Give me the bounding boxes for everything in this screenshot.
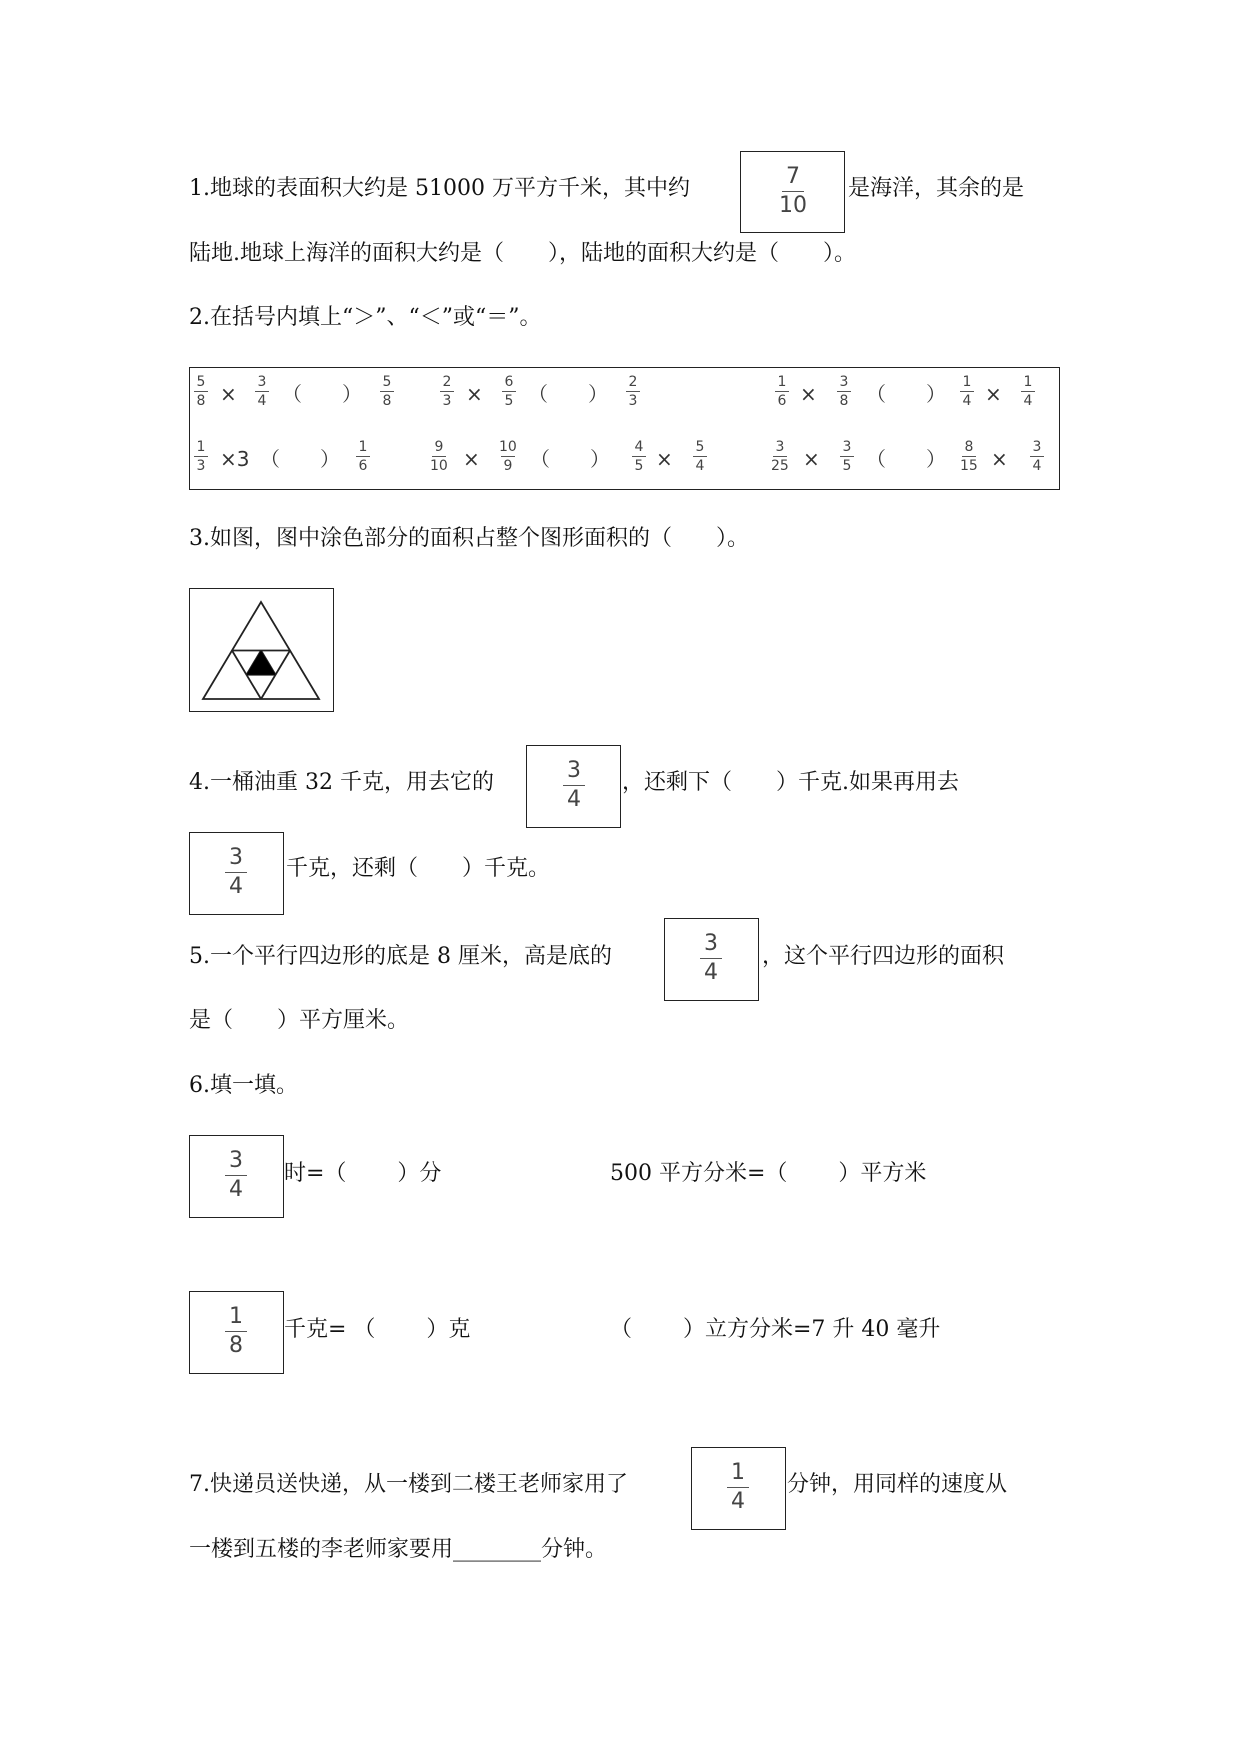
- fraction-bar: [962, 456, 976, 457]
- fraction: [499, 440, 517, 473]
- denominator: 8: [229, 1333, 243, 1359]
- fraction-bar: [700, 958, 722, 959]
- numerator: 1: [777, 374, 787, 390]
- fraction: [502, 375, 516, 408]
- numerator: 3: [842, 439, 852, 455]
- fraction: [693, 440, 707, 473]
- fraction-bar: [960, 391, 974, 392]
- q6-item-hours: 时=（ ）分: [284, 1161, 442, 1186]
- denominator: 3: [628, 393, 638, 410]
- fraction-bar: [225, 1175, 247, 1176]
- fraction-bar: [626, 391, 640, 392]
- numerator: 1: [196, 439, 206, 455]
- fraction-bar: [194, 391, 208, 392]
- fraction: [632, 440, 646, 473]
- fraction-bar: [837, 391, 851, 392]
- denominator: 15: [960, 458, 978, 475]
- denominator: 8: [196, 393, 206, 410]
- fraction-bar: [501, 456, 515, 457]
- q6-item-area: 500 平方分米=（ ）平方米: [610, 1161, 927, 1186]
- q7-line1-text: 7.快递员送快递，从一楼到二楼王老师家用了: [189, 1472, 628, 1497]
- fraction-bar: [194, 456, 208, 457]
- fraction: [213, 847, 259, 898]
- denominator: 5: [634, 458, 644, 475]
- answer-blank[interactable]: （ ）: [260, 447, 340, 471]
- times-sign: ×: [656, 447, 673, 471]
- fraction: [770, 166, 816, 217]
- numerator: 6: [504, 374, 514, 390]
- fraction: [213, 1150, 259, 1201]
- numerator: 1: [731, 1460, 745, 1485]
- denominator: 4: [1023, 393, 1033, 410]
- fraction-bar: [225, 872, 247, 873]
- numerator: 3: [257, 374, 267, 390]
- q1-line2-text: 陆地.地球上海洋的面积大约是（ ），陆地的面积大约是（ ）。: [189, 241, 856, 266]
- answer-blank[interactable]: （ ）: [866, 447, 946, 471]
- numerator: 4: [634, 439, 644, 455]
- numerator: 5: [695, 439, 705, 455]
- fraction: [380, 375, 394, 408]
- denominator: 4: [257, 393, 267, 410]
- fraction-bar: [502, 391, 516, 392]
- fraction-bar: [1021, 391, 1035, 392]
- numerator: 7: [786, 164, 800, 189]
- times-three: ×3: [220, 447, 250, 471]
- fraction-bar: [563, 785, 585, 786]
- denominator: 4: [704, 960, 718, 986]
- times-sign: ×: [991, 447, 1008, 471]
- fraction: [430, 440, 448, 473]
- triangle-figure: [189, 588, 334, 712]
- denominator: 6: [358, 458, 368, 475]
- denominator: 4: [229, 1177, 243, 1203]
- numerator: 8: [964, 439, 974, 455]
- numerator: 3: [1032, 439, 1042, 455]
- denominator: 4: [1032, 458, 1042, 475]
- q2-title: 2.在括号内填上“＞”、“＜”或“＝”。: [189, 305, 542, 330]
- fraction-bar: [775, 391, 789, 392]
- numerator: 3: [229, 845, 243, 870]
- fraction-bar: [356, 456, 370, 457]
- fraction: [771, 440, 789, 473]
- denominator: 10: [779, 193, 807, 219]
- fraction-bar: [255, 391, 269, 392]
- denominator: 5: [504, 393, 514, 410]
- q5-line2-text: 是（ ）平方厘米。: [189, 1008, 410, 1033]
- q4-line1-text-b: ，还剩下（ ）千克.如果再用去: [622, 770, 959, 795]
- numerator: 3: [839, 374, 849, 390]
- times-sign: ×: [985, 382, 1002, 406]
- fraction: [715, 1462, 761, 1513]
- times-sign: ×: [466, 382, 483, 406]
- fraction-bar: [432, 456, 446, 457]
- fraction-bar: [773, 456, 787, 457]
- numerator: 5: [382, 374, 392, 390]
- denominator: 4: [229, 874, 243, 900]
- fraction: [194, 375, 208, 408]
- fraction: [837, 375, 851, 408]
- fraction: [775, 375, 789, 408]
- q5-line1-text: 5.一个平行四边形的底是 8 厘米，高是底的: [189, 944, 612, 969]
- triangle-diagram: [190, 589, 332, 710]
- q3-title: 3.如图，图中涂色部分的面积占整个图形面积的（ ）。: [189, 526, 749, 551]
- answer-blank[interactable]: （ ）: [866, 382, 946, 406]
- fraction: [255, 375, 269, 408]
- answer-blank[interactable]: （ ）: [528, 382, 608, 406]
- fraction-bar: [380, 391, 394, 392]
- fraction: [1030, 440, 1044, 473]
- denominator: 9: [503, 458, 513, 475]
- q4-line1-text: 4.一桶油重 32 千克，用去它的: [189, 770, 494, 795]
- denominator: 6: [777, 393, 787, 410]
- numerator: 10: [499, 439, 517, 455]
- denominator: 8: [839, 393, 849, 410]
- times-sign: ×: [800, 382, 817, 406]
- fraction-bar: [840, 456, 854, 457]
- denominator: 8: [382, 393, 392, 410]
- fraction-bar: [782, 191, 804, 192]
- times-sign: ×: [220, 382, 237, 406]
- numerator: 1: [1023, 374, 1033, 390]
- denominator: 3: [442, 393, 452, 410]
- numerator: 9: [434, 439, 444, 455]
- denominator: 10: [430, 458, 448, 475]
- denominator: 5: [842, 458, 852, 475]
- answer-blank[interactable]: （ ）: [282, 382, 362, 406]
- fraction: [840, 440, 854, 473]
- numerator: 1: [229, 1304, 243, 1329]
- numerator: 2: [442, 374, 452, 390]
- q6-item-volume: （ ）立方分米=7 升 40 毫升: [610, 1317, 941, 1342]
- q7-line2-text: 一楼到五楼的李老师家要用________分钟。: [189, 1537, 608, 1562]
- fraction: [356, 440, 370, 473]
- fraction: [213, 1306, 259, 1357]
- shaded-region: [247, 651, 276, 675]
- denominator: 4: [695, 458, 705, 475]
- fraction-bar: [727, 1487, 749, 1488]
- fraction-bar: [440, 391, 454, 392]
- numerator: 3: [775, 439, 785, 455]
- fraction: [194, 440, 208, 473]
- numerator: 2: [628, 374, 638, 390]
- numerator: 3: [567, 758, 581, 783]
- times-sign: ×: [463, 447, 480, 471]
- numerator: 1: [358, 439, 368, 455]
- denominator: 4: [962, 393, 972, 410]
- q5-line1-text-b: ，这个平行四边形的面积: [762, 944, 1005, 969]
- numerator: 1: [962, 374, 972, 390]
- answer-blank[interactable]: （ ）: [530, 447, 610, 471]
- q6-title: 6.填一填。: [189, 1073, 298, 1098]
- fraction: [960, 440, 978, 473]
- times-sign: ×: [803, 447, 820, 471]
- numerator: 5: [196, 374, 206, 390]
- fraction-bar: [693, 456, 707, 457]
- fraction: [960, 375, 974, 408]
- denominator: 25: [771, 458, 789, 475]
- q6-item-mass: 千克= （ ）克: [284, 1317, 471, 1342]
- q7-line1-text-b: 分钟，用同样的速度从: [787, 1472, 1008, 1497]
- fraction-bar: [1030, 456, 1044, 457]
- q1-line1-text-b: 是海洋，其余的是: [848, 176, 1025, 201]
- q4-line2-text: 千克，还剩（ ）千克。: [286, 856, 551, 881]
- fraction: [551, 760, 597, 811]
- fraction: [440, 375, 454, 408]
- denominator: 4: [567, 787, 581, 813]
- fraction: [688, 933, 734, 984]
- denominator: 3: [196, 458, 206, 475]
- fraction: [626, 375, 640, 408]
- numerator: 3: [704, 931, 718, 956]
- fraction-bar: [225, 1331, 247, 1332]
- fraction-bar: [632, 456, 646, 457]
- q1-line1-text: 1.地球的表面积大约是 51000 万平方千米，其中约: [189, 176, 690, 201]
- fraction: [1021, 375, 1035, 408]
- numerator: 3: [229, 1148, 243, 1173]
- denominator: 4: [731, 1489, 745, 1515]
